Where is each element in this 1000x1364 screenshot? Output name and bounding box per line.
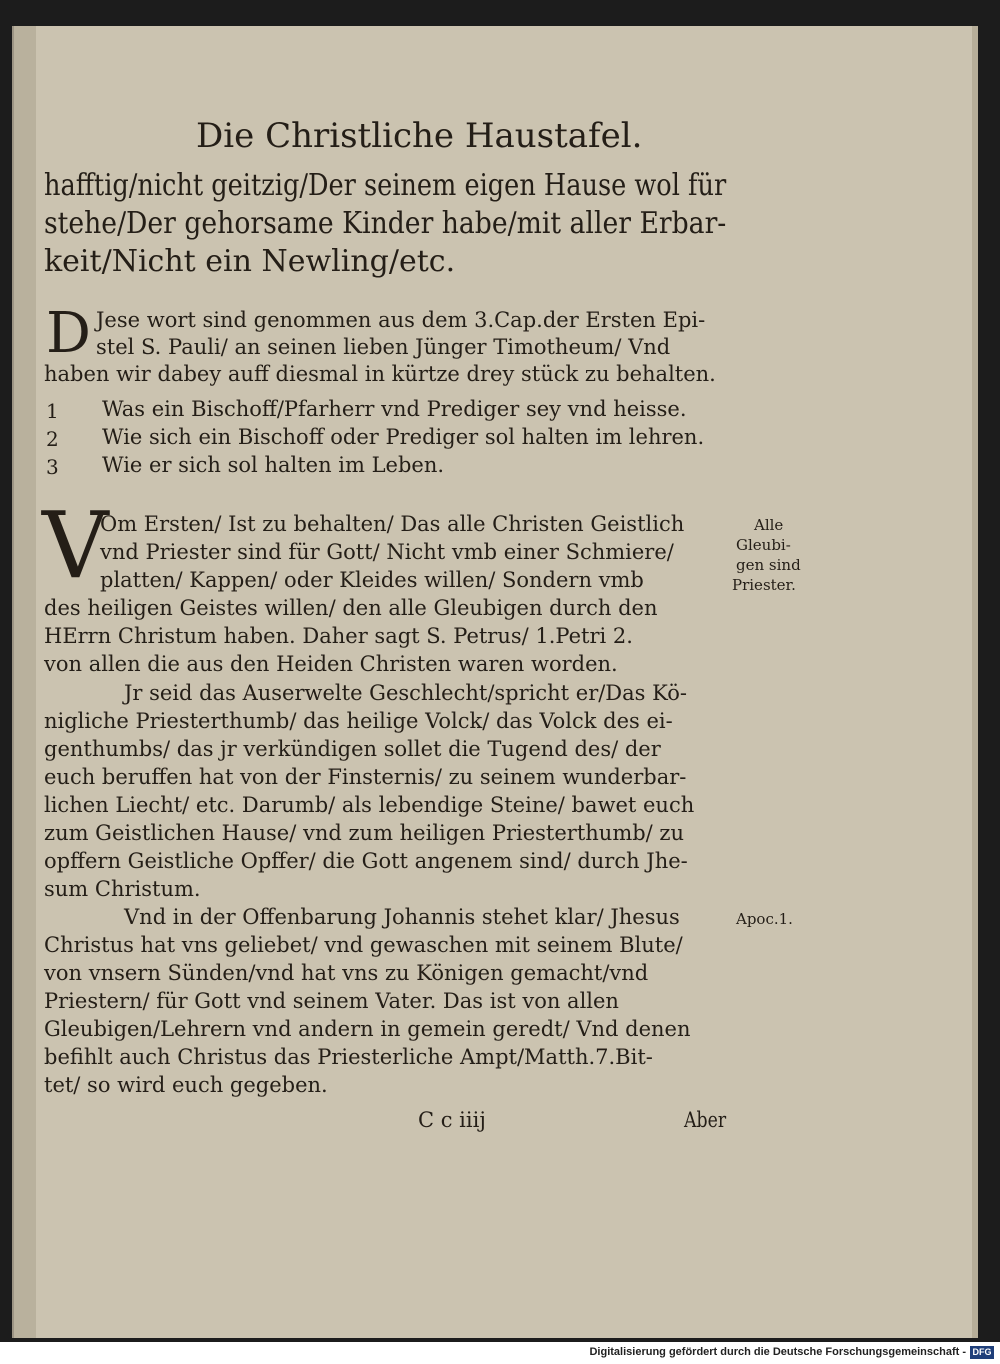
margin-note-line-3: gen sind xyxy=(736,556,801,574)
intro-line-3: keit/Nicht ein Newling/etc. xyxy=(44,244,456,279)
list-number-2: 2 xyxy=(46,427,59,451)
drop-initial-v: V xyxy=(42,492,109,599)
para2-line-11: lichen Liecht/ etc. Darumb/ als lebendige Steine/ bawet euch xyxy=(44,793,695,817)
para2-line-1: Om Ersten/ Ist zu behalten/ Das alle Christen Geistlich xyxy=(100,512,685,536)
catchword: Aber xyxy=(684,1108,727,1132)
para1-line-1: Jese wort sind genommen aus dem 3.Cap.der Ersten Epi- xyxy=(96,308,706,332)
list-number-3: 3 xyxy=(46,455,59,479)
para2-line-14: sum Christum. xyxy=(44,877,201,901)
para1-line-2: stel S. Pauli/ an seinen lieben Jünger Timotheum/ Vnd xyxy=(96,335,671,359)
para2-line-13: opffern Geistliche Opffer/ die Gott angenem sind/ durch Jhe- xyxy=(44,849,688,873)
margin-note-line-2: Gleubi- xyxy=(736,536,791,554)
para2-line-2: vnd Priester sind für Gott/ Nicht vmb einer Schmiere/ xyxy=(100,540,674,564)
page-gutter xyxy=(14,26,36,1338)
running-header: Die Christliche Haustafel. xyxy=(196,116,643,156)
para2-line-8: nigliche Priesterthumb/ das heilige Volck/ das Volck des ei- xyxy=(44,709,673,733)
para2-line-17: von vnsern Sünden/vnd hat vns zu Königen gemacht/vnd xyxy=(44,961,649,985)
para2-line-19: Gleubigen/Lehrern vnd andern in gemein geredt/ Vnd denen xyxy=(44,1017,691,1041)
margin-note-line-4: Priester. xyxy=(732,576,796,594)
para2-line-5: HErrn Christum haben. Daher sagt S. Petrus/ 1.Petri 2. xyxy=(44,624,633,648)
list-item-3: Wie er sich sol halten im Leben. xyxy=(102,453,445,477)
para2-line-16: Christus hat vns geliebet/ vnd gewaschen mit seinem Blute/ xyxy=(44,933,683,957)
para2-line-9: genthumbs/ das jr verkündigen sollet die Tugend des/ der xyxy=(44,737,661,761)
list-item-1: Was ein Bischoff/Pfarherr vnd Prediger sey vnd heisse. xyxy=(102,397,687,421)
para2-line-12: zum Geistlichen Hause/ vnd zum heiligen Priesterthumb/ zu xyxy=(44,821,685,845)
para2-line-4: des heiligen Geistes willen/ den alle Gleubigen durch den xyxy=(44,596,658,620)
margin-note-line-1: Alle xyxy=(754,516,784,534)
book-page xyxy=(12,26,978,1338)
para2-line-20: befihlt auch Christus das Priesterliche Ampt/Matth.7.Bit- xyxy=(44,1045,653,1069)
para2-line-15: Vnd in der Offenbarung Johannis stehet klar/ Jhesus xyxy=(124,905,680,929)
list-item-2: Wie sich ein Bischoff oder Prediger sol halten im lehren. xyxy=(102,425,705,449)
para2-line-6: von allen die aus den Heiden Christen waren worden. xyxy=(44,652,618,676)
signature-mark: C c iiij xyxy=(418,1108,486,1132)
para1-line-3: haben wir dabey auff diesmal in kürtze drey stück zu behalten. xyxy=(44,362,716,386)
para2-line-18: Priestern/ für Gott vnd seinem Vater. Das ist von allen xyxy=(44,989,619,1013)
drop-initial-d: D xyxy=(46,301,91,366)
footer-credit: Digitalisierung gefördert durch die Deutsche Forschungsgemeinschaft - xyxy=(589,1346,966,1358)
para2-line-7: Jr seid das Auserwelte Geschlecht/spricht er/Das Kö- xyxy=(124,681,687,705)
footer-bar xyxy=(0,1342,1000,1364)
list-number-1: 1 xyxy=(46,399,59,423)
intro-line-1: hafftig/nicht geitzig/Der seinem eigen Hause wol für xyxy=(44,168,727,203)
intro-line-2: stehe/Der gehorsame Kinder habe/mit aller Erbar- xyxy=(44,206,727,241)
dfg-logo-icon: DFG xyxy=(970,1346,994,1359)
para2-line-3: platten/ Kappen/ oder Kleides willen/ Sondern vmb xyxy=(100,568,644,592)
margin-note-apoc: Apoc.1. xyxy=(736,910,793,928)
para2-line-21: tet/ so wird euch gegeben. xyxy=(44,1073,328,1097)
para2-line-10: euch beruffen hat von der Finsternis/ zu seinem wunderbar- xyxy=(44,765,687,789)
